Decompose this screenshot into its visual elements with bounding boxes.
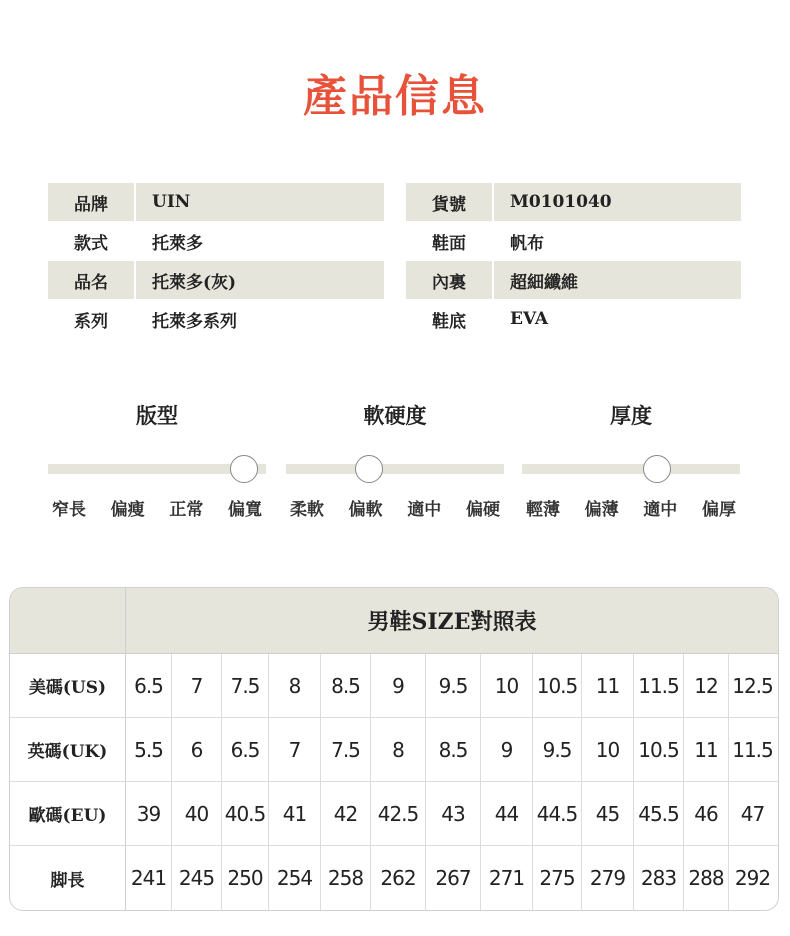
info-key: 鞋底 (432, 311, 466, 332)
size-cell: 6.5 (126, 654, 172, 717)
slider-label: 柔軟 (290, 500, 324, 520)
size-cell: 5.5 (126, 718, 172, 781)
size-cell: 43 (426, 782, 481, 845)
info-key: 內裏 (406, 261, 492, 299)
size-cell: 11.5 (634, 654, 684, 717)
slider-title: 版型 (136, 404, 178, 428)
size-cell: 42.5 (371, 782, 426, 845)
slider-track (286, 464, 504, 474)
size-cell: 250 (222, 846, 269, 910)
info-value: 托萊多 (152, 233, 203, 254)
size-cell: 9 (371, 654, 426, 717)
size-cell: 254 (269, 846, 321, 910)
thickness-slider (522, 400, 740, 520)
size-cell: 8.5 (426, 718, 481, 781)
size-row (10, 654, 778, 718)
slider-knob (355, 455, 383, 483)
size-cell: 245 (172, 846, 222, 910)
slider-label: 偏厚 (701, 500, 736, 520)
slider-labels (52, 495, 262, 520)
size-cell: 44.5 (533, 782, 582, 845)
size-cell: 8 (371, 718, 426, 781)
size-cell: 45 (582, 782, 634, 845)
page-title: 產品信息 (303, 71, 487, 122)
info-key: 款式 (74, 233, 108, 254)
size-cell: 6.5 (222, 718, 269, 781)
info-row (48, 222, 741, 260)
size-row-label: 脚長 (10, 846, 126, 910)
slider-label: 偏軟 (348, 500, 383, 520)
size-cell: 44 (481, 782, 533, 845)
size-row (10, 846, 778, 910)
size-cell: 8.5 (321, 654, 371, 717)
info-row (48, 261, 741, 299)
info-value: M0101040 (494, 183, 741, 221)
size-cell: 46 (684, 782, 729, 845)
size-cell: 8 (269, 654, 321, 717)
info-row (48, 300, 741, 338)
product-info-table (48, 183, 741, 339)
size-cell: 288 (684, 846, 729, 910)
size-cell: 39 (126, 782, 172, 845)
info-value: EVA (510, 309, 549, 329)
info-value: UIN (136, 183, 384, 221)
size-cell: 11 (582, 654, 634, 717)
size-cell: 262 (371, 846, 426, 910)
size-cell: 241 (126, 846, 172, 910)
size-cell: 40 (172, 782, 222, 845)
size-cell: 283 (634, 846, 684, 910)
info-key: 系列 (74, 311, 108, 332)
size-cell: 9.5 (533, 718, 582, 781)
size-cell: 9 (481, 718, 533, 781)
size-chart-caption: 男鞋SIZE對照表 (367, 609, 537, 635)
size-chart (9, 587, 779, 911)
size-cell: 7 (269, 718, 321, 781)
size-row-label: 歐碼(EU) (10, 782, 126, 845)
size-cell: 279 (582, 846, 634, 910)
info-key: 品名 (48, 261, 134, 299)
slider-label: 正常 (169, 500, 204, 520)
info-key: 品牌 (48, 183, 134, 221)
info-key: 鞋面 (432, 233, 466, 254)
size-cell: 7.5 (222, 654, 269, 717)
size-cell: 7 (172, 654, 222, 717)
size-chart-header (10, 588, 778, 654)
size-cell: 10 (481, 654, 533, 717)
size-cell: 9.5 (426, 654, 481, 717)
size-cell: 42 (321, 782, 371, 845)
size-cell: 258 (321, 846, 371, 910)
size-cell: 10.5 (533, 654, 582, 717)
size-cell: 11 (684, 718, 729, 781)
slider-label: 輕薄 (526, 500, 560, 520)
slider-labels (290, 495, 500, 520)
slider-knob (643, 455, 671, 483)
softness-slider (286, 400, 504, 520)
size-cell: 7.5 (321, 718, 371, 781)
slider-track (522, 464, 740, 474)
size-cell: 47 (740, 801, 765, 826)
size-cell: 45.5 (634, 782, 684, 845)
slider-label: 偏硬 (465, 500, 500, 520)
slider-title: 軟硬度 (363, 404, 427, 428)
size-row (10, 782, 778, 846)
size-cell: 12.5 (732, 673, 773, 698)
size-cell: 10.5 (634, 718, 684, 781)
slider-labels (526, 495, 736, 520)
info-value: 帆布 (510, 233, 544, 254)
slider-label: 偏薄 (584, 500, 619, 520)
size-cell: 271 (481, 846, 533, 910)
size-cell: 40.5 (222, 782, 269, 845)
size-row (10, 718, 778, 782)
info-value: 超細纖維 (494, 261, 741, 299)
size-cell: 267 (426, 846, 481, 910)
slider-label: 偏寬 (227, 500, 262, 520)
size-row-label: 英碼(UK) (10, 718, 126, 781)
size-cell: 41 (269, 782, 321, 845)
info-value: 托萊多系列 (152, 311, 237, 332)
size-cell: 292 (734, 866, 771, 890)
slider-title: 厚度 (610, 404, 652, 428)
size-cell: 12 (684, 654, 729, 717)
slider-label: 窄長 (52, 500, 86, 520)
slider-knob (230, 455, 258, 483)
info-row (48, 183, 741, 221)
size-cell: 11.5 (732, 737, 773, 762)
size-row-label: 美碼(US) (10, 654, 126, 717)
slider-label: 適中 (407, 500, 442, 520)
size-cell: 275 (533, 846, 582, 910)
size-cell: 10 (582, 718, 634, 781)
fit-slider (48, 400, 266, 520)
info-key: 貨號 (406, 183, 492, 221)
slider-label: 偏瘦 (110, 500, 145, 520)
size-cell: 6 (172, 718, 222, 781)
info-value: 托萊多(灰) (136, 261, 384, 299)
slider-label: 適中 (643, 500, 678, 520)
